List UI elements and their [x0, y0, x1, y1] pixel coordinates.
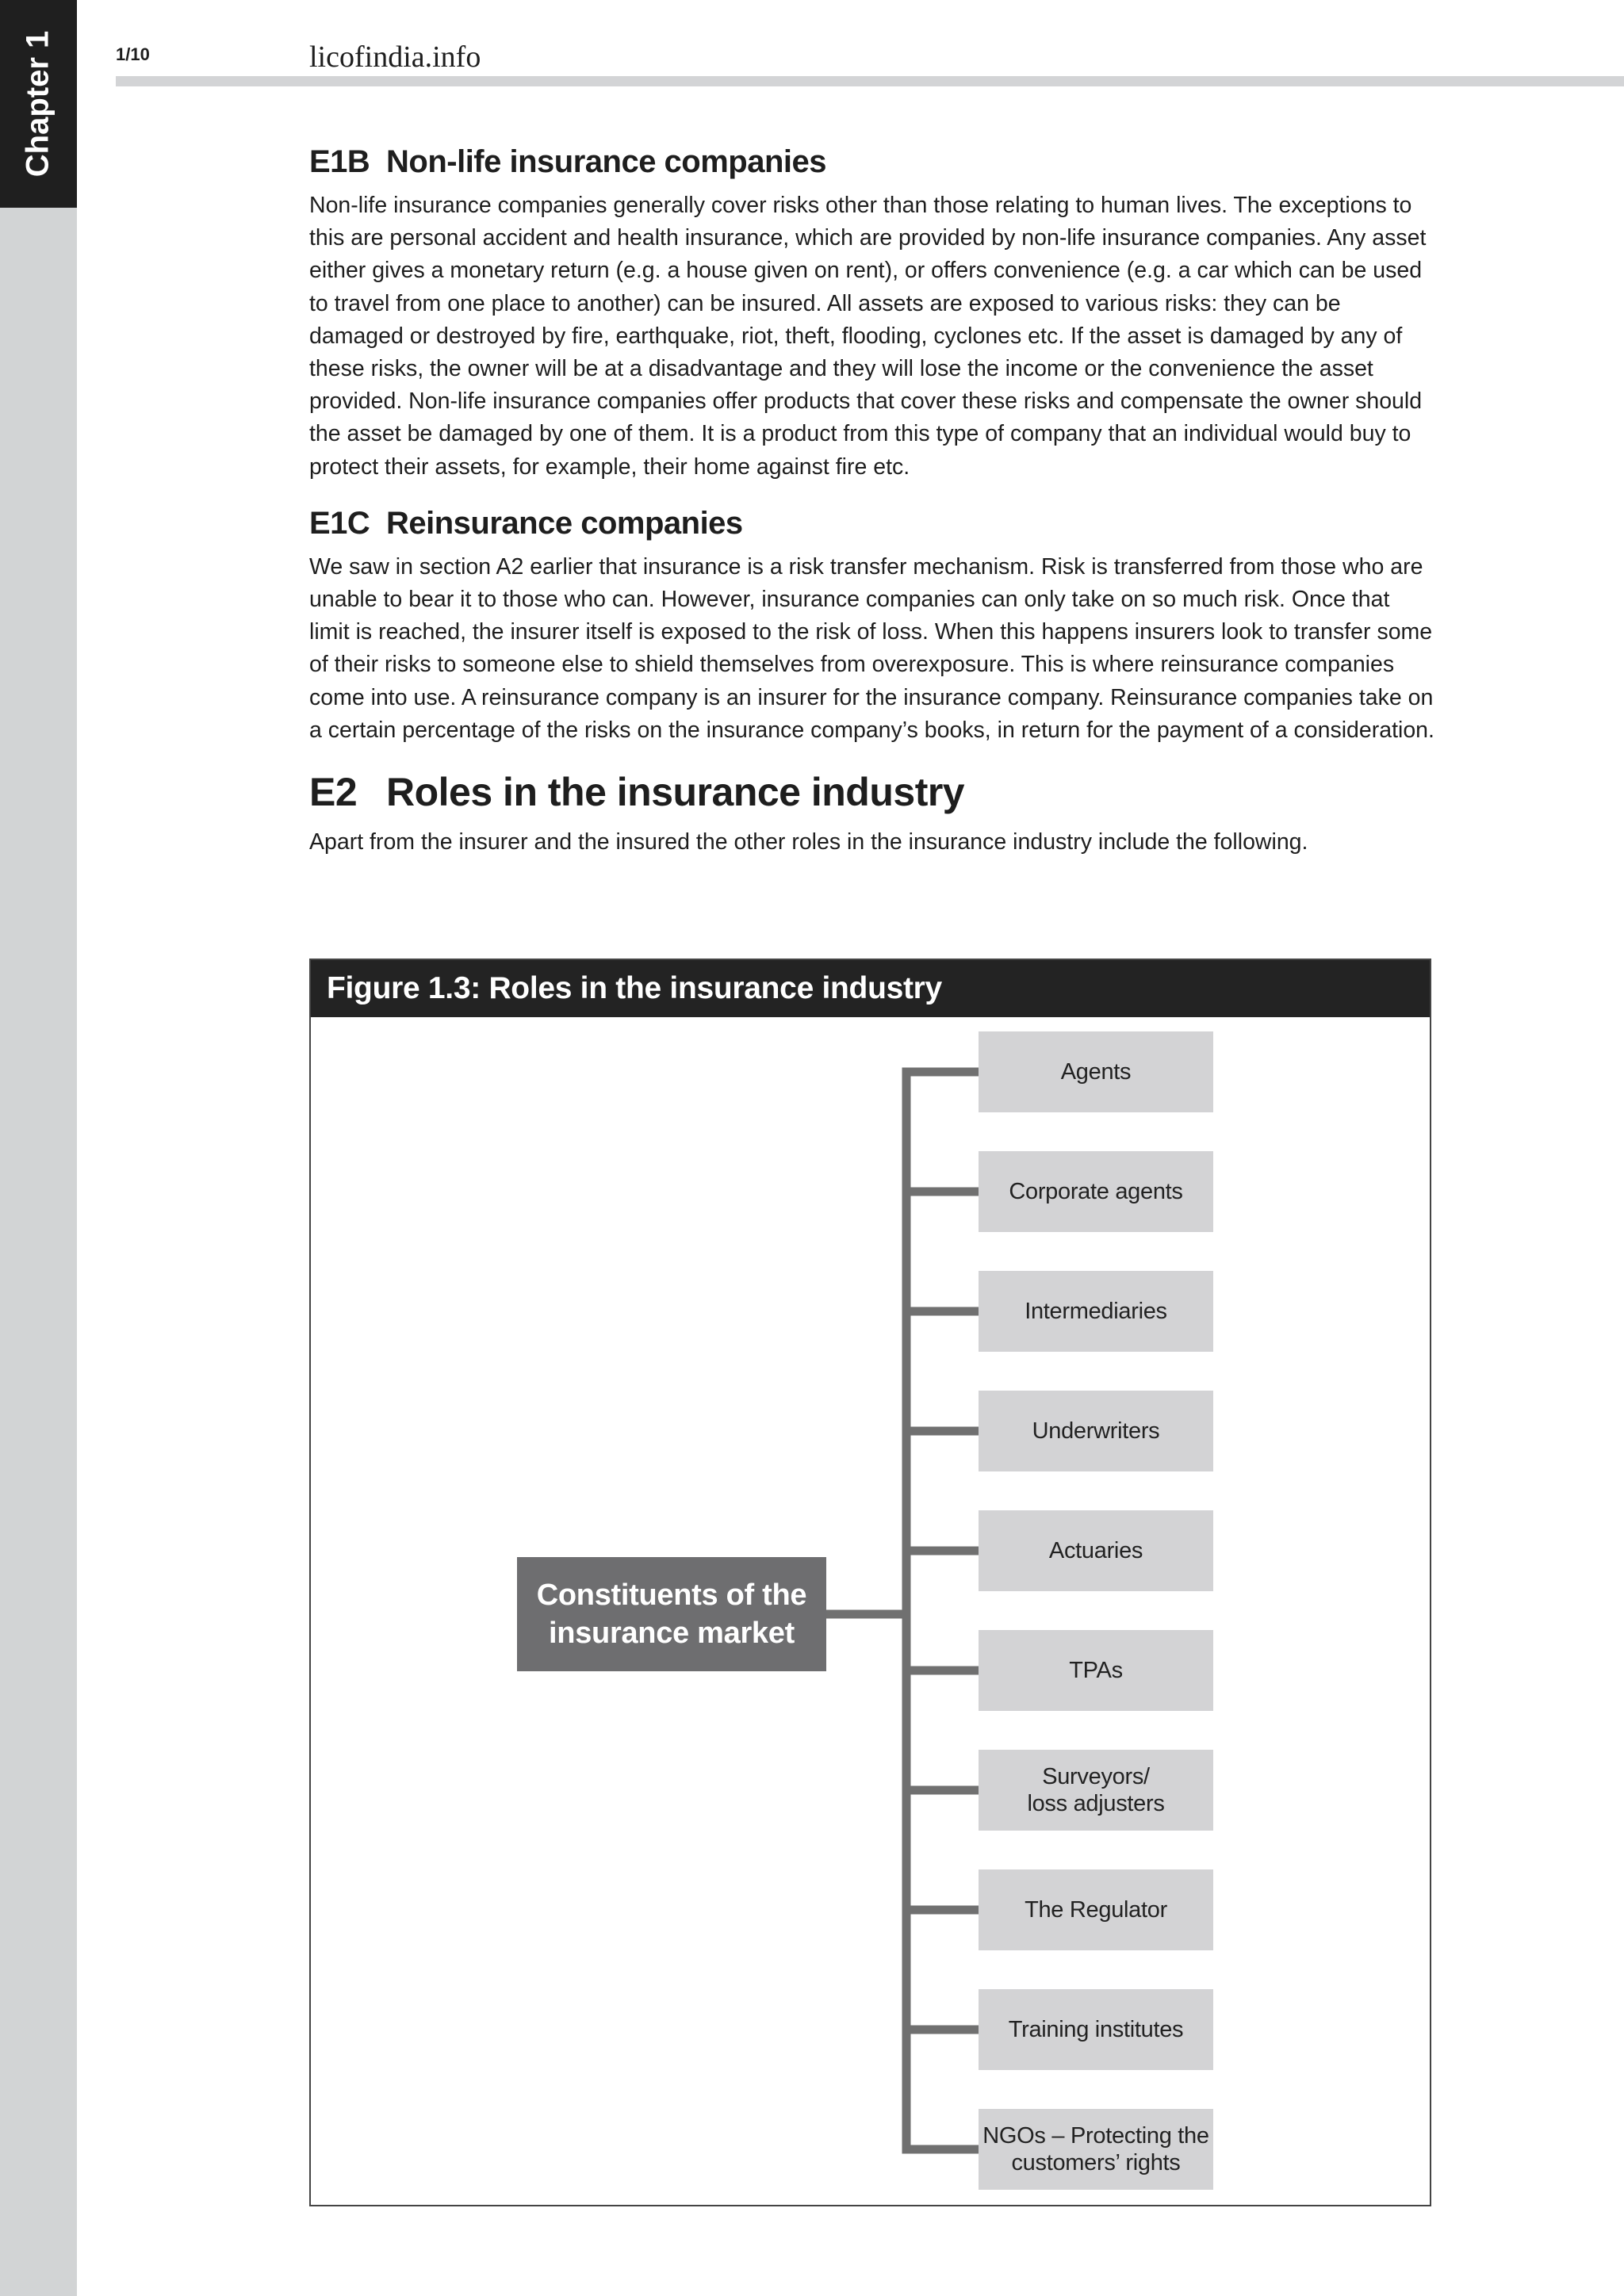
role-node: Actuaries	[979, 1510, 1213, 1591]
chapter-label: Chapter 1	[20, 30, 56, 178]
section-code: E1C	[309, 505, 370, 541]
section-title: Reinsurance companies	[386, 505, 743, 541]
section-body-e1b: Non-life insurance companies generally cover risks other than those relating to human lives. The exceptions to this are personal accident and health insurance, which are provided by non-life insurance companies. Any asset either gives a monetary return (e.g. a house given on rent), or offers convenience (e.g. a car which can be used to travel from one place to another) can be insured. All assets are exposed to various risks: they can be damaged or destroyed by fire, earthquake, riot, theft, flooding, cyclones etc. If the asset is damaged by any of these risks, the owner will be at a disadvantage and they will lose the income or the convenience the asset provided. Non-life insurance companies offer products that cover these risks and compensate the owner should the asset be damaged by one of them. It is a product from this type of company that an individual would buy to protect their assets, for example, their home against fire etc.	[309, 193, 1427, 480]
side-band	[0, 0, 77, 2296]
role-node: Intermediaries	[979, 1271, 1213, 1352]
page-number: 1/10	[116, 44, 150, 64]
content	[309, 144, 1435, 859]
root-node: Constituents of the insurance market	[517, 1557, 826, 1671]
section-heading-e1b	[309, 144, 1435, 180]
section-code: E1B	[309, 144, 370, 179]
chapter-tab	[0, 0, 77, 208]
role-node: The Regulator	[979, 1869, 1213, 1950]
connector-lines	[311, 960, 1430, 2205]
section-body-e2: Apart from the insurer and the insured the other roles in the insurance industry include the following.	[309, 829, 1308, 855]
role-node: Training institutes	[979, 1989, 1213, 2070]
role-node: NGOs – Protecting the customers’ rights	[979, 2109, 1213, 2190]
role-node: Surveyors/ loss adjusters	[979, 1750, 1213, 1831]
section-body-e1c: We saw in section A2 earlier that insurance is a risk transfer mechanism. Risk is transferred from those who are unable to bear it to those who can. However, insurance companies can only take on so much risk. Once that limit is reached, the insurer itself is exposed to the risk of loss. When this happens insurers look to transfer some of their risks to someone else to shield themselves from overexposure. This is where reinsurance companies come into use. A reinsurance company is an insurer for the insurance company. Reinsurance companies take on a certain percentage of the risks on the insurance company’s books, in return for the payment of a consideration.	[309, 553, 1434, 743]
figure-roles	[309, 959, 1431, 2206]
section-code: E2	[309, 770, 358, 815]
role-node: Agents	[979, 1031, 1213, 1112]
section-heading-e1c	[309, 506, 1435, 541]
header-rule	[116, 76, 1624, 86]
role-node: Corporate agents	[979, 1151, 1213, 1232]
site-name: licofindia.info	[309, 40, 481, 74]
section-heading-e2	[309, 769, 1435, 815]
role-node: TPAs	[979, 1630, 1213, 1711]
figure-title: Figure 1.3: Roles in the insurance industry	[311, 960, 1430, 1017]
section-title: Non-life insurance companies	[386, 144, 827, 179]
section-title: Roles in the insurance industry	[386, 770, 965, 815]
role-node: Underwriters	[979, 1391, 1213, 1471]
